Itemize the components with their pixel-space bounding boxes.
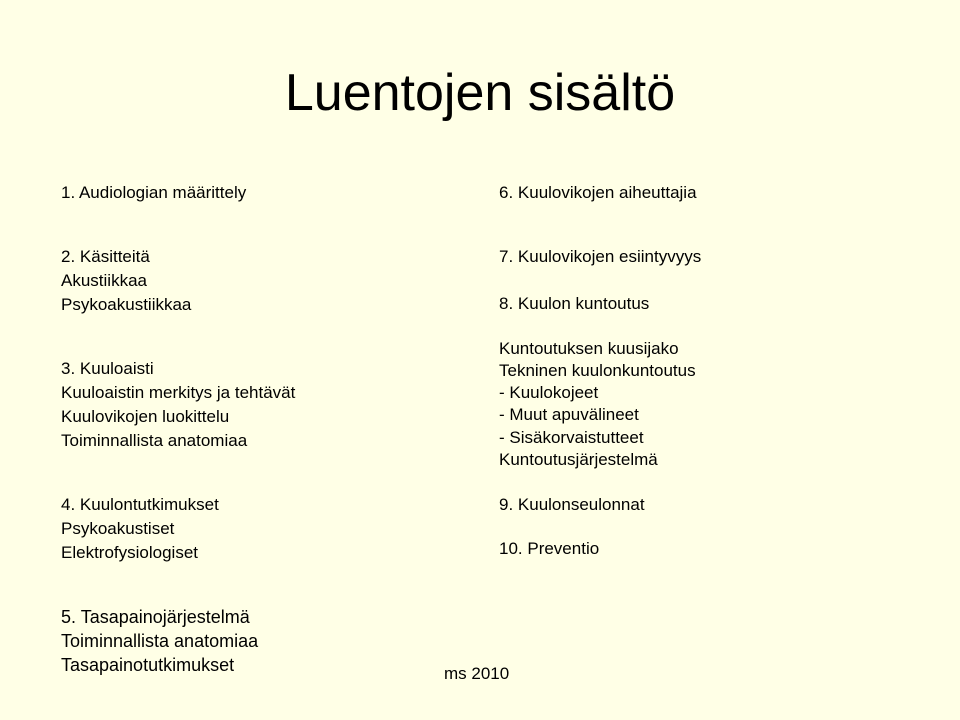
left-item-5-heading: 5. Tasapainojärjestelmä: [61, 607, 250, 627]
right-item-6-heading: 6. Kuulovikojen aiheuttajia: [499, 183, 697, 202]
right-item-7-heading: 7. Kuulovikojen esiintyvyys: [499, 247, 702, 266]
right-item-9-heading: 9. Kuulonseulonnat: [499, 495, 645, 514]
left-item-4-line: Elektrofysiologiset: [61, 543, 199, 562]
left-item-1-heading: 1. Audiologian määrittely: [61, 183, 247, 202]
footer-credit: ms 2010: [444, 664, 510, 683]
right-subsection-line: - Kuulokojeet: [499, 383, 599, 402]
right-subsection-line: Kuntoutuksen kuusijako: [499, 339, 679, 358]
left-item-4-heading: 4. Kuulontutkimukset: [61, 495, 219, 514]
left-item-3-heading: 3. Kuuloaisti: [61, 359, 154, 378]
left-item-3-line: Kuulovikojen luokittelu: [61, 407, 230, 426]
right-item-8-heading: 8. Kuulon kuntoutus: [499, 294, 650, 313]
left-item-2-line: Psykoakustiikkaa: [61, 295, 192, 314]
left-item-5-line: Toiminnallista anatomiaa: [61, 631, 259, 651]
right-subsection-line: Kuntoutusjärjestelmä: [499, 450, 658, 469]
left-item-2-heading: 2. Käsitteitä: [61, 247, 150, 266]
left-item-4-line: Psykoakustiset: [61, 519, 175, 538]
left-item-2-line: Akustiikkaa: [61, 271, 147, 290]
right-subsection-line: - Muut apuvälineet: [499, 405, 639, 424]
right-item-10-heading: 10. Preventio: [499, 539, 600, 558]
left-item-3-line: Toiminnallista anatomiaa: [61, 431, 248, 450]
left-item-5-line: Tasapainotutkimukset: [61, 655, 235, 675]
left-item-3-line: Kuuloaistin merkitys ja tehtävät: [61, 383, 296, 402]
right-subsection-line: Tekninen kuulonkuntoutus: [499, 361, 696, 380]
slide-title: Luentojen sisältö: [284, 64, 676, 122]
right-subsection-line: - Sisäkorvaistutteet: [499, 428, 644, 447]
